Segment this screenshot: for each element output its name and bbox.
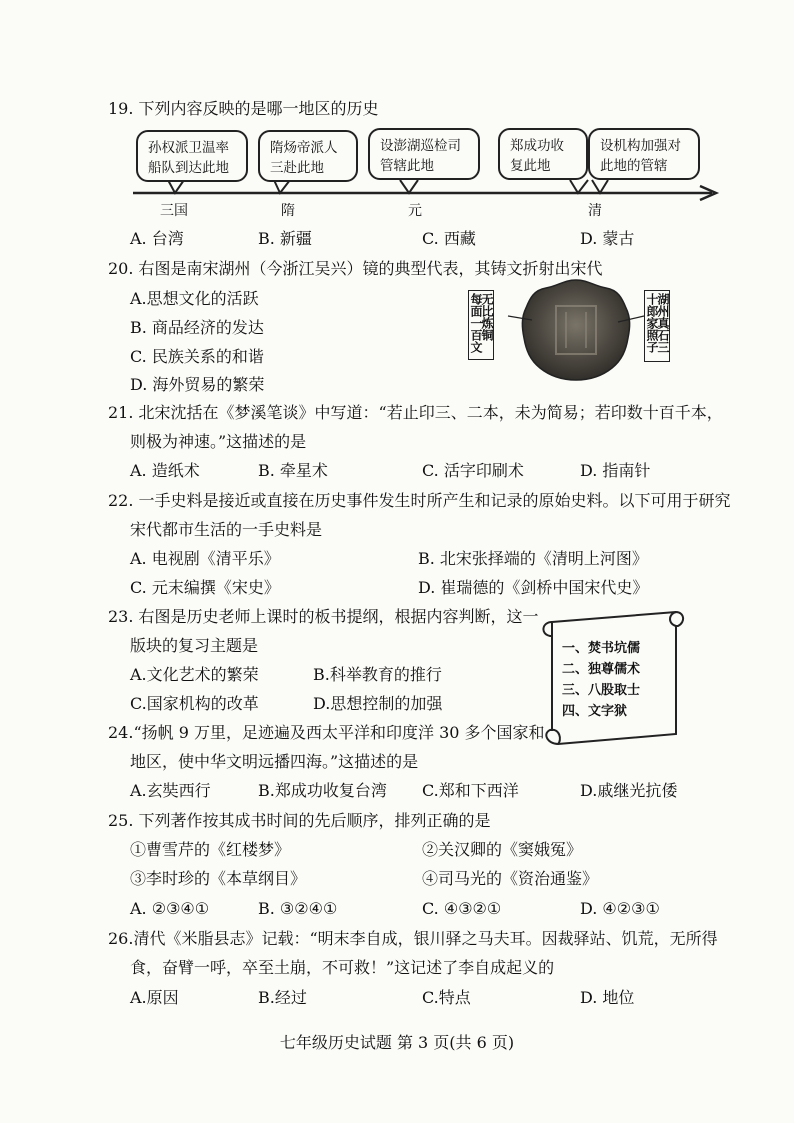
q21-stem-line2: 则极为神速。”这描述的是	[130, 432, 307, 451]
q19-option-b[interactable]: B. 新疆	[258, 229, 312, 248]
q19-option-c[interactable]: C. 西藏	[422, 229, 476, 248]
q21-stem-line1: 21. 北宋沈括在《梦溪笔谈》中写道：“若止印三、二本，未为简易；若印数十百千本，	[108, 403, 723, 422]
q25-option-d[interactable]: D. ④②③①	[580, 899, 660, 918]
box-text: 隋炀帝派人	[270, 140, 338, 156]
scroll-item: 三、八股取士	[562, 683, 641, 698]
q22-stem-line2: 宋代都市生活的一手史料是	[130, 520, 323, 539]
q23-option-a[interactable]: A.文化艺术的繁荣	[130, 665, 259, 684]
q21-option-c[interactable]: C. 活字印刷术	[422, 461, 524, 480]
scroll-item: 一、焚书坑儒	[562, 641, 641, 656]
q25-item-3: ③李时珍的《本草纲目》	[130, 869, 307, 888]
q25-item-4: ④司马光的《资治通鉴》	[422, 869, 599, 888]
scroll-item: 二、独尊儒术	[562, 662, 641, 677]
q19-option-a[interactable]: A. 台湾	[130, 229, 184, 248]
scroll-item: 四、文字狱	[562, 704, 628, 719]
timeline-label-sanguo: 三国	[160, 203, 188, 219]
q23-option-d[interactable]: D.思想控制的加强	[313, 694, 443, 713]
page-footer: 七年级历史试题 第 3 页(共 6 页)	[279, 1033, 515, 1052]
q22-stem-line1: 22. 一手史料是接近或直接在历史事件发生时所产生和记录的原始史料。以下可用于研究	[108, 491, 731, 510]
timeline-arrow	[0, 0, 794, 220]
q26-stem-line1: 26.清代《米脂县志》记载：“明末李自成，银川驿之马夫耳。因裁驿站、饥荒，无所得	[108, 929, 718, 948]
q22-option-b[interactable]: B. 北宋张择端的《清明上河图》	[418, 549, 648, 568]
q20-stem: 20. 右图是南宋湖州（今浙江吴兴）镜的典型代表，其铸文折射出宋代	[108, 259, 603, 278]
q23-stem-line2: 版块的复习主题是	[130, 636, 259, 655]
inscription-col: 十郎家照子	[645, 293, 659, 353]
box-text: 设机构加强对	[600, 138, 681, 154]
q26-option-b[interactable]: B.经过	[258, 988, 307, 1007]
q20-option-c[interactable]: C. 民族关系的和谐	[130, 347, 264, 366]
q26-option-c[interactable]: C.特点	[422, 988, 471, 1007]
box-text: 孙权派卫温率	[148, 140, 229, 156]
q20-option-b[interactable]: B. 商品经济的发达	[130, 318, 264, 337]
timeline-label-qing: 清	[588, 203, 602, 219]
q24-option-c[interactable]: C.郑和下西洋	[422, 781, 519, 800]
bronze-mirror-figure	[466, 276, 686, 376]
q23-stem-line1: 23. 右图是历史老师上课时的板书提纲，根据内容判断，这一	[108, 607, 539, 626]
blackboard-scroll-figure	[536, 602, 686, 752]
q26-option-d[interactable]: D. 地位	[580, 988, 635, 1007]
timeline-box-sui	[258, 130, 358, 182]
q24-option-b[interactable]: B.郑成功收复台湾	[258, 781, 387, 800]
inscription-col: 湖州真石三	[656, 293, 670, 353]
box-text: 郑成功收	[510, 138, 564, 154]
box-text: 船队到达此地	[148, 160, 229, 176]
timeline-label-yuan: 元	[408, 203, 422, 219]
q25-item-2: ②关汉卿的《窦娥冤》	[422, 840, 583, 859]
q21-option-a[interactable]: A. 造纸术	[130, 461, 200, 480]
q19-stem: 19. 下列内容反映的是哪一地区的历史	[108, 99, 379, 118]
box-text: 设澎湖巡检司	[380, 138, 461, 154]
q24-stem-line1: 24.“扬帆 9 万里，足迹遍及西太平洋和印度洋 30 多个国家和	[108, 723, 545, 742]
q22-option-c[interactable]: C. 元末编撰《宋史》	[130, 578, 280, 597]
timeline-label-sui: 隋	[281, 203, 295, 219]
q25-item-1: ①曹雪芹的《红楼梦》	[130, 840, 291, 859]
mirror-inscription-left	[468, 290, 494, 360]
q20-option-a[interactable]: A.思想文化的活跃	[130, 289, 259, 308]
q22-option-d[interactable]: D. 崔瑞德的《剑桥中国宋代史》	[418, 578, 649, 597]
q19-option-d[interactable]: D. 蒙古	[580, 229, 635, 248]
q26-stem-line2: 食，奋臂一呼，卒至土崩，不可救！”这记述了李自成起义的	[130, 958, 555, 977]
timeline-box-qing-2	[588, 128, 700, 180]
q23-option-c[interactable]: C.国家机构的改革	[130, 694, 259, 713]
box-text: 三赴此地	[270, 160, 324, 176]
q21-option-d[interactable]: D. 指南针	[580, 461, 651, 480]
q25-option-a[interactable]: A. ②③④①	[130, 899, 210, 918]
box-text: 复此地	[510, 158, 551, 174]
q25-option-b[interactable]: B. ③②④①	[258, 899, 338, 918]
q21-option-b[interactable]: B. 牵星术	[258, 461, 328, 480]
inscription-col: 每面一百文	[469, 293, 483, 353]
box-text: 此地的管辖	[600, 158, 668, 174]
timeline-box-qing-1	[498, 128, 588, 180]
inscription-col: 无比炼铜	[480, 293, 494, 341]
q24-option-d[interactable]: D.戚继光抗倭	[580, 781, 678, 800]
q25-option-c[interactable]: C. ④③②①	[422, 899, 502, 918]
timeline-box-yuan	[368, 128, 480, 180]
scroll-outline	[562, 638, 672, 722]
timeline-box-sanguo	[136, 130, 248, 182]
q24-stem-line2: 地区，使中华文明远播四海。”这描述的是	[130, 752, 419, 771]
q24-option-a[interactable]: A.玄奘西行	[130, 781, 211, 800]
q25-stem: 25. 下列著作按其成书时间的先后顺序，排列正确的是	[108, 811, 491, 830]
box-text: 管辖此地	[380, 158, 434, 174]
mirror-inscription-right	[644, 290, 670, 362]
q20-option-d[interactable]: D. 海外贸易的繁荣	[130, 375, 265, 394]
q26-option-a[interactable]: A.原因	[130, 988, 179, 1007]
q22-option-a[interactable]: A. 电视剧《清平乐》	[130, 549, 280, 568]
q23-option-b[interactable]: B.科举教育的推行	[313, 665, 442, 684]
